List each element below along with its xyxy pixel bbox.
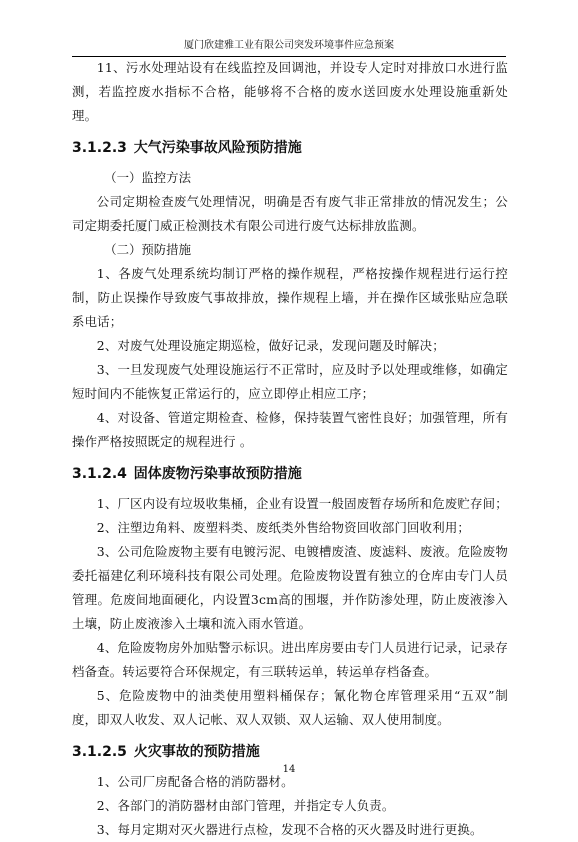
- list-item: 2、各部门的消防器材由部门管理，并指定专人负责。: [96, 798, 395, 813]
- section-number: 3.1.2.4: [72, 466, 127, 482]
- header-title: 厦门欣建雅工业有限公司突发环境事件应急预案: [184, 40, 394, 51]
- list-item: 5、危险废物中的油类使用塑料桶保存；氰化物仓库管理采用“五双”制度，即双人收发、双人记帐、双人双锁、双人运输、双人使用制度。: [72, 688, 508, 727]
- list-item: 1、公司厂房配备合格的消防器材。: [96, 774, 294, 789]
- subheading-prevention-measures: （二）预防措施: [104, 242, 191, 257]
- list-item: 3、公司危险废物主要有电镀污泥、电镀槽废渣、废滤料、废液。危险废物委托福建亿利环境科技有限公司处理。危险废物设置有独立的仓库由专门人员管理。危废间地面硬化，内设置3cm高的围堰，并作防渗处理，防止废液渗入土壤，防止废液渗入土壤和流入雨水管道。: [72, 544, 508, 631]
- subheading-monitoring-method: （一）监控方法: [104, 170, 191, 185]
- section-number: 3.1.2.3: [72, 140, 127, 156]
- list-item: 4、危险废物房外加贴警示标识。进出库房要由专门人员进行记录，记录存档备查。转运要符合环保规定，有三联转运单，转运单存档备查。: [72, 640, 508, 679]
- page-body: [72, 56, 508, 842]
- paragraph-wastewater-monitoring: 11、污水处理站设有在线监控及回调池，并设专人定时对排放口水进行监测，若监控废水指标不合格，能够将不合格的废水送回废水处理设施重新处理。: [72, 60, 508, 123]
- section-heading-solid-waste: [72, 462, 508, 486]
- section-title: 大气污染事故风险预防措施: [133, 140, 302, 156]
- list-item: 2、注塑边角料、废塑料类、废纸类外售给物资回收部门回收利用；: [96, 520, 471, 535]
- list-item: 3、每月定期对灭火器进行点检，发现不合格的灭火器及时进行更换。: [96, 822, 483, 837]
- paragraph-monitoring-method: 公司定期检查废气处理情况，明确是否有废气非正常排放的情况发生；公司定期委托厦门威正检测技术有限公司进行废气达标排放监测。: [72, 194, 508, 233]
- page-number: 14: [282, 764, 296, 775]
- list-item: 2、对废气处理设施定期巡检，做好记录，发现问题及时解决；: [96, 338, 445, 353]
- section-title: 火灾事故的预防措施: [133, 744, 260, 760]
- section-number: 3.1.2.5: [72, 744, 127, 760]
- section-title: 固体废物污染事故预防措施: [133, 466, 302, 482]
- page-footer: [0, 763, 578, 777]
- section-heading-air-pollution: [72, 136, 508, 160]
- list-item: 1、厂区内设有垃圾收集桶，企业有设置一般固废暂存场所和危废贮存间；: [96, 496, 508, 511]
- page-header: [72, 38, 506, 57]
- section-heading-fire: [72, 740, 508, 764]
- list-item: 4、对设备、管道定期检查、检修，保持装置气密性良好；加强管理，所有操作严格按照既定的规程进行 。: [72, 410, 508, 449]
- list-item: 1、各废气处理系统均制订严格的操作规程，严格按操作规程进行运行控制，防止误操作导致废气事故排放，操作规程上墙，并在操作区域张贴应急联系电话；: [72, 266, 508, 329]
- list-item: 3、一旦发现废气处理设施运行不正常时，应及时予以处理或维修，如确定短时间内不能恢复正常运行的，应立即停止相应工序；: [72, 362, 508, 401]
